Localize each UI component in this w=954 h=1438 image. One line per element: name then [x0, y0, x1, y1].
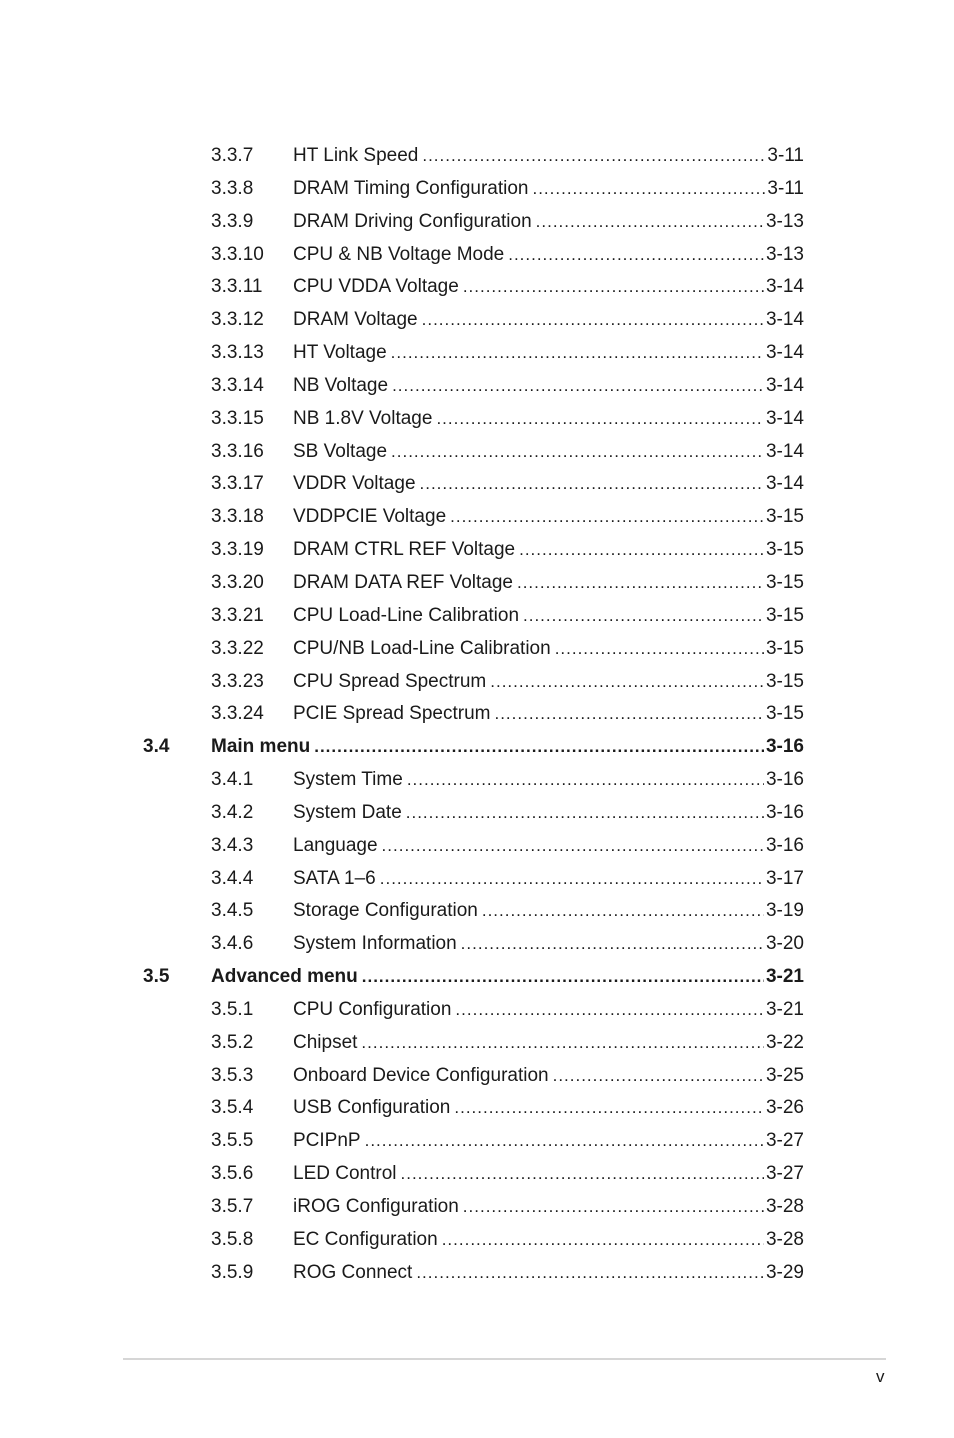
dot-leader	[517, 569, 764, 597]
toc-entry-title: System Date	[293, 801, 402, 823]
toc-entry-number: 3.4.5	[211, 900, 254, 922]
toc-entry-page: 3-15	[765, 571, 804, 593]
toc-entry-title: Language	[293, 834, 378, 856]
toc-entry-page: 3-29	[765, 1261, 804, 1283]
dot-leader	[365, 1127, 764, 1155]
toc-entry[interactable]	[0, 142, 954, 175]
dot-leader	[420, 470, 764, 498]
toc-entry-number: 3.4	[143, 736, 170, 758]
toc-entry[interactable]	[0, 175, 954, 208]
toc-entry[interactable]	[0, 1226, 954, 1259]
toc-entry-page: 3-15	[765, 604, 804, 626]
toc-entry-number: 3.3.8	[211, 177, 254, 199]
toc-entry-title: CPU Spread Spectrum	[293, 670, 487, 692]
toc-entry-page: 3-11	[767, 145, 804, 166]
toc-entry[interactable]	[0, 1259, 954, 1292]
toc-entry-page: 3-14	[765, 473, 804, 495]
dot-leader	[536, 208, 764, 236]
toc-entry-page: 3-28	[765, 1196, 804, 1217]
toc-entry-title: PCIE Spread Spectrum	[293, 703, 491, 725]
dot-leader	[407, 766, 764, 794]
toc-entry[interactable]	[0, 470, 954, 503]
toc-entry-number: 3.3.23	[211, 670, 264, 692]
dot-leader	[422, 306, 764, 334]
toc-entry-title: System Information	[293, 933, 457, 955]
toc-entry-title: iROG Configuration	[293, 1196, 459, 1217]
toc-entry-title: CPU Load-Line Calibration	[293, 604, 520, 626]
toc-entry[interactable]	[0, 930, 954, 963]
dot-leader	[461, 930, 764, 958]
toc-entry-page: 3-15	[765, 637, 804, 659]
dot-leader	[361, 1029, 764, 1057]
toc-entry[interactable]	[0, 700, 954, 733]
toc-entry-page: 3-19	[765, 900, 804, 922]
toc-entry-title: VDDR Voltage	[293, 473, 416, 495]
toc-entry-title: CPU & NB Voltage Mode	[293, 243, 505, 265]
toc-entry-title: Storage Configuration	[293, 900, 478, 922]
toc-entry-page: 3-13	[765, 243, 804, 265]
toc-section-entry[interactable]	[0, 733, 954, 766]
toc-entry-page: 3-16	[765, 769, 804, 791]
toc-entry-number: 3.4.6	[211, 933, 254, 955]
toc-entry-number: 3.5	[143, 966, 170, 988]
toc-entry[interactable]	[0, 897, 954, 930]
toc-entry-title: CPU/NB Load-Line Calibration	[293, 637, 551, 659]
toc-entry-title: System Time	[293, 769, 403, 791]
dot-leader	[391, 438, 764, 466]
dot-leader	[463, 273, 764, 301]
toc-entry[interactable]	[0, 405, 954, 438]
toc-entry-number: 3.5.8	[211, 1228, 254, 1250]
toc-entry-page: 3-20	[765, 933, 804, 955]
toc-entry-title: VDDPCIE Voltage	[293, 506, 447, 528]
toc-entry-number: 3.3.18	[211, 506, 264, 528]
toc-entry-number: 3.3.7	[211, 145, 254, 166]
dot-leader	[482, 897, 764, 925]
toc-entry-number: 3.4.3	[211, 834, 254, 856]
toc-entry-page: 3-15	[765, 539, 804, 561]
toc-entry-title: DRAM Voltage	[293, 309, 418, 331]
toc-entry-page: 3-27	[765, 1130, 804, 1152]
toc-entry-number: 3.3.13	[211, 342, 264, 364]
dot-leader	[532, 175, 765, 203]
toc-entry-number: 3.5.6	[211, 1163, 254, 1185]
toc-section-entry[interactable]	[0, 963, 954, 996]
dot-leader	[392, 372, 764, 400]
toc-entry-title: DRAM Driving Configuration	[293, 210, 532, 232]
toc-entry-title: CPU Configuration	[293, 998, 452, 1020]
page-number: v	[876, 1367, 885, 1386]
toc-entry-number: 3.5.1	[211, 998, 254, 1020]
toc-entry-number: 3.5.3	[211, 1064, 254, 1086]
dot-leader	[382, 832, 764, 860]
dot-leader	[450, 503, 764, 531]
toc-entry-number: 3.3.20	[211, 571, 264, 593]
toc-entry-page: 3-21	[765, 998, 804, 1020]
toc-entry-page: 3-22	[765, 1031, 804, 1053]
toc-entry-number: 3.3.17	[211, 473, 264, 495]
toc-entry-title: PCIPnP	[293, 1130, 361, 1152]
toc-entry-number: 3.3.24	[211, 703, 264, 725]
dot-leader	[416, 1259, 764, 1287]
toc-entry[interactable]	[0, 668, 954, 701]
toc-entry[interactable]	[0, 832, 954, 865]
toc-entry-number: 3.3.21	[211, 604, 264, 626]
toc-entry-title: NB 1.8V Voltage	[293, 407, 433, 429]
toc-entry[interactable]	[0, 1127, 954, 1160]
toc-entry-number: 3.3.22	[211, 637, 264, 659]
toc-entry-number: 3.5.5	[211, 1130, 254, 1152]
toc-entry-title: Onboard Device Configuration	[293, 1064, 549, 1086]
toc-entry-title: LED Control	[293, 1163, 397, 1185]
dot-leader	[508, 241, 764, 269]
toc-entry[interactable]	[0, 339, 954, 372]
dot-leader	[436, 405, 764, 433]
toc-entry-number: 3.3.12	[211, 309, 264, 331]
dot-leader	[442, 1226, 764, 1254]
toc-entry-page: 3-15	[765, 506, 804, 528]
toc-entry[interactable]	[0, 766, 954, 799]
toc-entry-page: 3-16	[765, 736, 804, 758]
toc-entry[interactable]	[0, 1062, 954, 1095]
toc-entry-page: 3-14	[765, 440, 804, 462]
toc-entry-number: 3.5.7	[211, 1196, 254, 1217]
toc-entry-title: HT Link Speed	[293, 145, 419, 166]
toc-entry-number: 3.4.4	[211, 867, 254, 889]
toc-entry-page: 3-11	[767, 177, 804, 199]
toc-entry-title: Main menu	[211, 736, 311, 758]
toc-entry-number: 3.3.9	[211, 210, 254, 232]
toc-entry-page: 3-13	[765, 210, 804, 232]
toc-entry[interactable]	[0, 306, 954, 339]
dot-leader	[401, 1160, 764, 1188]
dot-leader	[555, 635, 764, 663]
toc-entry-title: Advanced menu	[211, 966, 358, 988]
dot-leader	[380, 865, 764, 893]
toc-entry-page: 3-28	[765, 1228, 804, 1250]
toc-entry[interactable]	[0, 799, 954, 832]
toc-entry[interactable]	[0, 602, 954, 635]
footer-divider	[123, 1358, 886, 1360]
toc-entry-page: 3-14	[765, 374, 804, 396]
table-of-contents	[0, 142, 954, 1292]
toc-entry[interactable]	[0, 503, 954, 536]
toc-entry-title: SATA 1–6	[293, 867, 376, 889]
toc-entry-title: USB Configuration	[293, 1097, 451, 1119]
dot-leader	[519, 536, 764, 564]
toc-entry[interactable]	[0, 372, 954, 405]
dot-leader	[455, 996, 764, 1024]
toc-entry-page: 3-14	[765, 276, 804, 298]
toc-entry[interactable]	[0, 1094, 954, 1127]
toc-entry-title: DRAM Timing Configuration	[293, 177, 529, 199]
dot-leader	[523, 602, 764, 630]
toc-entry-number: 3.3.16	[211, 440, 264, 462]
toc-entry-page: 3-26	[765, 1097, 804, 1119]
dot-leader	[494, 700, 763, 728]
toc-entry-number: 3.4.1	[211, 769, 254, 791]
dot-leader	[422, 142, 765, 170]
toc-entry-title: ROG Connect	[293, 1261, 413, 1283]
dot-leader	[463, 1193, 764, 1221]
toc-entry-number: 3.3.19	[211, 539, 264, 561]
toc-entry[interactable]	[0, 1029, 954, 1062]
toc-entry[interactable]	[0, 273, 954, 306]
toc-entry-page: 3-15	[765, 703, 804, 725]
toc-entry[interactable]	[0, 635, 954, 668]
dot-leader	[391, 339, 764, 367]
toc-entry-title: HT Voltage	[293, 342, 387, 364]
toc-entry-title: DRAM DATA REF Voltage	[293, 571, 513, 593]
toc-entry[interactable]	[0, 996, 954, 1029]
dot-leader	[314, 733, 764, 761]
toc-entry-page: 3-21	[765, 966, 804, 988]
toc-entry-page: 3-15	[765, 670, 804, 692]
toc-entry-page: 3-16	[765, 801, 804, 823]
toc-entry-number: 3.3.15	[211, 407, 264, 429]
toc-entry-number: 3.4.2	[211, 801, 254, 823]
toc-entry[interactable]	[0, 865, 954, 898]
dot-leader	[362, 963, 764, 991]
toc-entry-page: 3-14	[765, 309, 804, 331]
toc-entry-page: 3-25	[765, 1064, 804, 1086]
toc-entry-number: 3.5.4	[211, 1097, 254, 1119]
toc-entry[interactable]	[0, 438, 954, 471]
toc-entry-title: CPU VDDA Voltage	[293, 276, 459, 298]
toc-entry[interactable]	[0, 1160, 954, 1193]
toc-entry-title: EC Configuration	[293, 1228, 438, 1250]
toc-entry-page: 3-27	[765, 1163, 804, 1185]
toc-entry[interactable]	[0, 536, 954, 569]
toc-entry-page: 3-16	[765, 834, 804, 856]
toc-entry-number: 3.3.14	[211, 374, 264, 396]
toc-entry-number: 3.5.9	[211, 1261, 254, 1283]
toc-entry-title: Chipset	[293, 1031, 358, 1053]
toc-entry-title: SB Voltage	[293, 440, 388, 462]
toc-entry-title: NB Voltage	[293, 374, 389, 396]
toc-entry-page: 3-14	[765, 342, 804, 364]
toc-entry[interactable]	[0, 569, 954, 602]
toc-entry-page: 3-14	[765, 407, 804, 429]
dot-leader	[553, 1062, 764, 1090]
toc-entry-number: 3.3.11	[211, 276, 263, 298]
dot-leader	[406, 799, 764, 827]
toc-entry[interactable]	[0, 208, 954, 241]
toc-entry-page: 3-17	[765, 867, 804, 889]
dot-leader	[490, 668, 764, 696]
toc-entry-number: 3.5.2	[211, 1031, 254, 1053]
toc-entry[interactable]	[0, 241, 954, 274]
toc-entry-number: 3.3.10	[211, 243, 264, 265]
toc-entry[interactable]	[0, 1193, 954, 1226]
dot-leader	[454, 1094, 764, 1122]
toc-entry-title: DRAM CTRL REF Voltage	[293, 539, 516, 561]
